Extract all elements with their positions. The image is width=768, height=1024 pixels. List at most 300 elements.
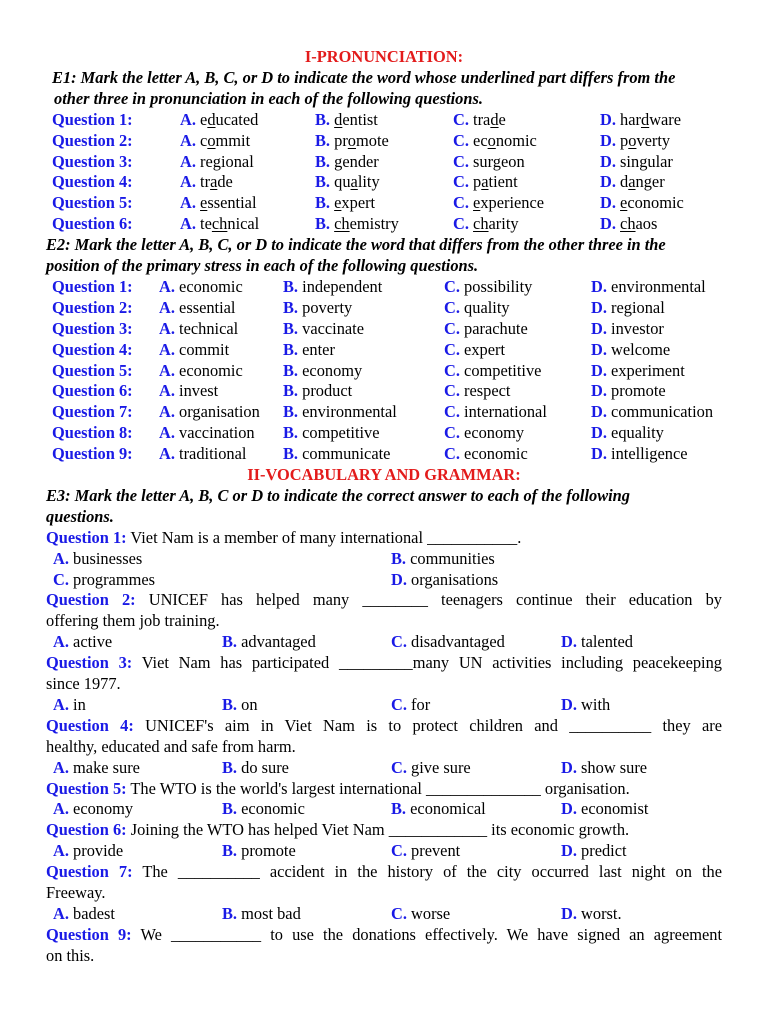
option-text: essential	[179, 297, 236, 317]
answer-option[interactable]	[283, 297, 352, 318]
underlined-sound: o	[207, 130, 216, 150]
options-row	[0, 757, 768, 778]
question-label: Question 7:	[46, 862, 133, 882]
answer-option[interactable]	[222, 798, 305, 819]
instruction-e2	[0, 234, 768, 255]
answer-option[interactable]	[222, 840, 296, 861]
answer-option[interactable]	[283, 401, 397, 422]
option-letter: B.	[283, 423, 299, 443]
option-word-end: emistry	[349, 214, 399, 234]
answer-option[interactable]	[444, 401, 547, 422]
underlined-sound: a	[481, 172, 489, 192]
answer-option[interactable]	[600, 192, 684, 213]
option-letter: C.	[391, 903, 407, 923]
answer-option[interactable]	[444, 380, 510, 401]
answer-option[interactable]	[53, 840, 123, 861]
option-text: worse	[411, 903, 451, 923]
answer-option[interactable]	[180, 171, 233, 192]
option-letter: A.	[159, 339, 175, 359]
answer-option[interactable]	[591, 443, 688, 464]
option-text: quality	[464, 297, 510, 317]
instruction-e3	[0, 506, 768, 527]
underlined-sound: a	[628, 172, 636, 192]
option-letter: B.	[283, 276, 299, 296]
option-letter: B.	[391, 548, 407, 568]
question-label: Question 2:	[52, 297, 133, 317]
answer-option[interactable]	[283, 360, 362, 381]
underlined-sound: d	[207, 109, 216, 129]
stem-text: healthy, educated and safe from harm.	[46, 736, 296, 756]
answer-option[interactable]	[453, 213, 519, 234]
option-letter: B.	[222, 799, 238, 819]
answer-option[interactable]	[159, 443, 246, 464]
option-letter: C.	[444, 318, 460, 338]
section-title: I-PRONUNCIATION:	[304, 47, 464, 66]
option-text: communication	[611, 402, 714, 422]
answer-option[interactable]	[283, 422, 380, 443]
option-letter: D.	[600, 130, 616, 150]
option-letter: A.	[180, 151, 196, 171]
option-word-end: conomic	[627, 193, 684, 213]
answer-option[interactable]	[53, 903, 115, 924]
option-letter: A.	[53, 694, 69, 714]
question-label: Question 7:	[52, 402, 133, 422]
instruction-e2	[0, 255, 768, 276]
answer-option[interactable]	[591, 276, 706, 297]
option-letter: D.	[591, 444, 607, 464]
underlined-sound: ch	[473, 214, 489, 234]
answer-option[interactable]	[159, 360, 243, 381]
question-label: Question 6:	[52, 214, 133, 234]
option-word-end: eon	[501, 151, 525, 171]
option-letter: D.	[591, 318, 607, 338]
option-letter: D.	[591, 297, 607, 317]
answer-option[interactable]	[591, 360, 685, 381]
question-label: Question 2:	[52, 130, 133, 150]
options-row	[0, 548, 768, 569]
question-row	[0, 130, 768, 151]
option-word-end: verty	[636, 130, 671, 150]
option-text: on	[241, 694, 258, 714]
answer-option[interactable]	[53, 569, 155, 590]
option-letter: D.	[561, 841, 577, 861]
underlined-sound: d	[640, 109, 650, 129]
answer-option[interactable]	[159, 318, 238, 339]
option-word-start: p	[620, 130, 629, 150]
section-title: II-VOCABULARY AND GRAMMAR:	[247, 465, 521, 484]
option-text: promote	[241, 841, 296, 861]
answer-option[interactable]	[159, 401, 260, 422]
underlined-sound: o	[487, 130, 496, 150]
option-text: economic	[241, 799, 305, 819]
answer-option[interactable]	[600, 171, 665, 192]
option-word-end: ender	[342, 151, 379, 171]
answer-option[interactable]	[159, 339, 229, 360]
option-letter: A.	[53, 548, 69, 568]
question-row	[0, 318, 768, 339]
option-word-start: e	[200, 109, 208, 129]
answer-option[interactable]	[283, 318, 364, 339]
answer-option[interactable]	[315, 213, 399, 234]
option-text: equality	[611, 423, 664, 443]
answer-option[interactable]	[591, 380, 666, 401]
option-letter: C.	[444, 444, 460, 464]
option-word-start: c	[200, 130, 208, 150]
answer-option[interactable]	[53, 631, 112, 652]
answer-option[interactable]	[53, 694, 86, 715]
option-text: businesses	[73, 548, 143, 568]
answer-option[interactable]	[444, 360, 541, 381]
answer-option[interactable]	[283, 443, 390, 464]
option-letter: A.	[180, 214, 196, 234]
option-text: intelligence	[611, 444, 688, 464]
instruction-text: E1: Mark the letter A, B, C, or D to indicate the word whose underlined part differs from the	[52, 67, 676, 87]
option-letter: D.	[561, 903, 577, 923]
option-text: environmental	[302, 402, 397, 422]
option-letter: D.	[600, 172, 616, 192]
option-text: product	[302, 381, 353, 401]
instruction-text: questions.	[46, 506, 114, 526]
option-text: vaccination	[179, 423, 255, 443]
question-row	[0, 422, 768, 443]
answer-option[interactable]	[53, 757, 140, 778]
question-label: Question 9:	[46, 924, 132, 944]
answer-option[interactable]	[444, 318, 528, 339]
option-letter: C.	[53, 569, 69, 589]
answer-option[interactable]	[391, 631, 505, 652]
underlined-sound: g	[334, 151, 343, 171]
question-label: Question 4:	[46, 715, 134, 735]
question-stem-cont	[0, 673, 768, 694]
underlined-sound: o	[628, 130, 637, 150]
answer-option[interactable]	[391, 569, 498, 590]
question-row	[0, 360, 768, 381]
answer-option[interactable]	[222, 694, 258, 715]
instruction-e1	[0, 88, 768, 109]
option-text: invest	[179, 381, 219, 401]
option-text: traditional	[179, 444, 247, 464]
answer-option[interactable]	[453, 109, 506, 130]
option-word-end: ular	[647, 151, 673, 171]
question-label: Question 1:	[52, 109, 133, 129]
answer-option[interactable]	[391, 694, 430, 715]
answer-option[interactable]	[53, 548, 142, 569]
answer-option[interactable]	[222, 757, 289, 778]
option-text: technical	[179, 318, 239, 338]
answer-option[interactable]	[444, 339, 505, 360]
answer-option[interactable]	[591, 401, 713, 422]
answer-option[interactable]	[391, 548, 495, 569]
option-text: economic	[179, 276, 243, 296]
option-letter: D.	[561, 799, 577, 819]
options-row	[0, 631, 768, 652]
answer-option[interactable]	[222, 903, 301, 924]
options-row	[0, 840, 768, 861]
underlined-sound: o	[347, 130, 356, 150]
option-text: most bad	[241, 903, 301, 923]
answer-option[interactable]	[591, 339, 670, 360]
option-word-end: de	[217, 172, 233, 192]
answer-option[interactable]	[561, 798, 648, 819]
stem-text: Freeway.	[46, 883, 106, 902]
underlined-sound: e	[200, 193, 208, 213]
option-word-start: re	[200, 151, 213, 171]
option-letter: C.	[453, 214, 469, 234]
option-letter: B.	[283, 318, 299, 338]
question-stem	[0, 861, 768, 882]
answer-option[interactable]	[600, 130, 670, 151]
option-letter: A.	[159, 360, 175, 380]
option-letter: D.	[561, 694, 577, 714]
option-text: active	[73, 632, 113, 652]
option-letter: C.	[444, 423, 460, 443]
option-word-end: xperience	[480, 193, 545, 213]
option-letter: B.	[315, 193, 331, 213]
option-word-end: lity	[357, 172, 380, 192]
answer-option[interactable]	[315, 109, 378, 130]
answer-option[interactable]	[159, 276, 243, 297]
option-text: economic	[179, 360, 243, 380]
option-letter: D.	[391, 569, 407, 589]
question-label: Question 3:	[52, 318, 133, 338]
option-word-end: nger	[635, 172, 665, 192]
question-stem-cont	[0, 882, 768, 903]
option-text: in	[73, 694, 86, 714]
option-letter: C.	[391, 694, 407, 714]
option-letter: D.	[591, 360, 607, 380]
option-letter: B.	[315, 172, 331, 192]
answer-option[interactable]	[444, 276, 532, 297]
answer-option[interactable]	[561, 631, 633, 652]
stem-text: Viet Nam is a member of many international ___________.	[130, 527, 522, 547]
answer-option[interactable]	[180, 192, 257, 213]
option-word-start: sin	[620, 151, 640, 171]
underlined-sound: e	[334, 193, 342, 213]
answer-option[interactable]	[159, 422, 255, 443]
question-stem-text	[46, 527, 521, 548]
question-stem-text	[46, 924, 722, 945]
answer-option[interactable]	[180, 130, 250, 151]
question-label: Question 8:	[52, 423, 133, 443]
stem-text: Joining the WTO has helped Viet Nam ____________ its economic growth.	[130, 820, 630, 840]
option-letter: C.	[391, 841, 407, 861]
underlined-sound: e	[620, 193, 628, 213]
instruction-e3	[0, 485, 768, 506]
stem-text: on this.	[46, 945, 95, 965]
answer-option[interactable]	[391, 903, 450, 924]
option-word-start: p	[473, 172, 482, 192]
question-label: Question 5:	[46, 778, 127, 798]
question-stem	[0, 924, 768, 945]
option-letter: D.	[600, 214, 616, 234]
option-letter: C.	[453, 172, 469, 192]
option-letter: D.	[600, 151, 616, 171]
answer-option[interactable]	[453, 151, 525, 172]
option-word-end: ssential	[207, 193, 257, 213]
option-text: provide	[73, 841, 124, 861]
options-row	[0, 694, 768, 715]
answer-option[interactable]	[444, 443, 528, 464]
answer-option[interactable]	[315, 130, 389, 151]
question-stem-text	[46, 715, 722, 736]
option-letter: B.	[222, 841, 238, 861]
question-stem	[0, 589, 768, 610]
answer-option[interactable]	[222, 631, 316, 652]
option-text: regional	[611, 297, 665, 317]
option-word-end: ucated	[215, 109, 259, 129]
answer-option[interactable]	[283, 339, 335, 360]
underlined-sound: e	[473, 193, 481, 213]
question-row	[0, 171, 768, 192]
option-word-end: xpert	[341, 193, 376, 213]
answer-option[interactable]	[159, 297, 236, 318]
option-word-start: har	[620, 109, 641, 129]
option-text: vaccinate	[302, 318, 365, 338]
answer-option[interactable]	[180, 109, 258, 130]
question-label: Question 1:	[46, 527, 127, 547]
question-label: Question 3:	[46, 653, 133, 673]
question-stem-text	[46, 819, 629, 840]
option-word-start: tr	[200, 172, 211, 192]
option-letter: C.	[453, 151, 469, 171]
answer-option[interactable]	[561, 840, 627, 861]
option-text: talented	[581, 632, 633, 652]
question-stem	[0, 527, 768, 548]
question-stem-cont	[0, 736, 768, 757]
option-word-start: qu	[334, 172, 351, 192]
underlined-sound: ch	[211, 214, 228, 234]
option-text: parachute	[464, 318, 528, 338]
question-stem-text	[46, 589, 722, 610]
answer-option[interactable]	[591, 318, 664, 339]
option-text: competitive	[464, 360, 542, 380]
option-word-start: te	[200, 214, 212, 234]
answer-option[interactable]	[444, 297, 510, 318]
option-text: experiment	[611, 360, 685, 380]
option-letter: B.	[222, 632, 238, 652]
option-letter: D.	[561, 632, 577, 652]
question-stem-text	[46, 861, 722, 882]
option-letter: B.	[222, 757, 238, 777]
underlined-sound: d	[490, 109, 499, 129]
question-stem	[0, 715, 768, 736]
option-text: environmental	[611, 276, 706, 296]
option-text: competitive	[302, 423, 380, 443]
option-letter: A.	[180, 130, 196, 150]
option-text: with	[581, 694, 611, 714]
stem-text: offering them job training.	[46, 611, 220, 631]
option-word-start: sur	[473, 151, 493, 171]
answer-option[interactable]	[180, 213, 259, 234]
option-text: independent	[302, 276, 383, 296]
option-text: economy	[73, 799, 134, 819]
option-text: enter	[302, 339, 335, 359]
option-letter: A.	[159, 318, 175, 338]
answer-option[interactable]	[391, 757, 471, 778]
answer-option[interactable]	[591, 297, 665, 318]
underlined-sound: ch	[334, 214, 350, 234]
option-text: organisation	[179, 402, 260, 422]
option-letter: A.	[159, 297, 175, 317]
answer-option[interactable]	[159, 380, 218, 401]
underlined-sound: g	[639, 151, 648, 171]
stem-text: We ___________ to use the donations effectively. We have signed an agreement	[140, 924, 722, 944]
option-word-start: ec	[473, 130, 488, 150]
answer-option[interactable]	[180, 151, 254, 172]
option-letter: D.	[591, 402, 607, 422]
option-word-end: ional	[220, 151, 254, 171]
option-letter: C.	[391, 757, 407, 777]
question-label: Question 6:	[46, 820, 127, 840]
option-letter: D.	[591, 381, 607, 401]
answer-option[interactable]	[283, 380, 352, 401]
option-text: prevent	[411, 841, 461, 861]
answer-option[interactable]	[53, 798, 133, 819]
option-letter: D.	[600, 109, 616, 129]
answer-option[interactable]	[561, 694, 610, 715]
option-text: economical	[410, 799, 486, 819]
answer-option[interactable]	[561, 903, 622, 924]
underlined-sound: g	[492, 151, 501, 171]
option-text: international	[464, 402, 547, 422]
answer-option[interactable]	[391, 798, 486, 819]
answer-option[interactable]	[283, 276, 382, 297]
stem-text: UNICEF has helped many ________ teenagers continue their education by	[148, 590, 722, 610]
instruction-text: E2: Mark the letter A, B, C, or D to indicate the word that differs from the other three in the	[46, 235, 666, 255]
answer-option[interactable]	[453, 130, 537, 151]
option-letter: D.	[591, 339, 607, 359]
answer-option[interactable]	[561, 757, 647, 778]
answer-option[interactable]	[444, 422, 524, 443]
answer-option[interactable]	[600, 213, 657, 234]
option-letter: B.	[283, 339, 299, 359]
option-word-end: nical	[227, 214, 260, 234]
option-word-end: entist	[342, 109, 378, 129]
question-label: Question 5:	[52, 360, 133, 380]
answer-option[interactable]	[315, 151, 379, 172]
option-text: promote	[611, 381, 666, 401]
stem-text: Viet Nam has participated _________many UN activities including peacekeeping	[141, 653, 722, 673]
option-letter: A.	[159, 381, 175, 401]
option-letter: C.	[444, 276, 460, 296]
option-text: poverty	[302, 297, 353, 317]
answer-option[interactable]	[600, 109, 681, 130]
option-letter: B.	[283, 402, 299, 422]
option-text: do sure	[241, 757, 289, 777]
option-text: programmes	[73, 569, 155, 589]
question-row	[0, 443, 768, 464]
answer-option[interactable]	[591, 422, 664, 443]
option-word-end: arity	[488, 214, 519, 234]
option-text: welcome	[611, 339, 671, 359]
option-letter: A.	[159, 276, 175, 296]
underlined-sound: d	[334, 109, 343, 129]
answer-option[interactable]	[391, 840, 460, 861]
answer-option[interactable]	[453, 171, 518, 192]
option-letter: A.	[53, 632, 69, 652]
option-letter: D.	[591, 423, 607, 443]
option-letter: A.	[53, 799, 69, 819]
option-letter: B.	[283, 444, 299, 464]
question-label: Question 3:	[52, 151, 133, 171]
answer-option[interactable]	[315, 171, 380, 192]
answer-option[interactable]	[600, 151, 673, 172]
question-row	[0, 297, 768, 318]
answer-option[interactable]	[453, 192, 544, 213]
answer-option[interactable]	[315, 192, 375, 213]
option-text: economic	[464, 444, 528, 464]
question-row	[0, 192, 768, 213]
